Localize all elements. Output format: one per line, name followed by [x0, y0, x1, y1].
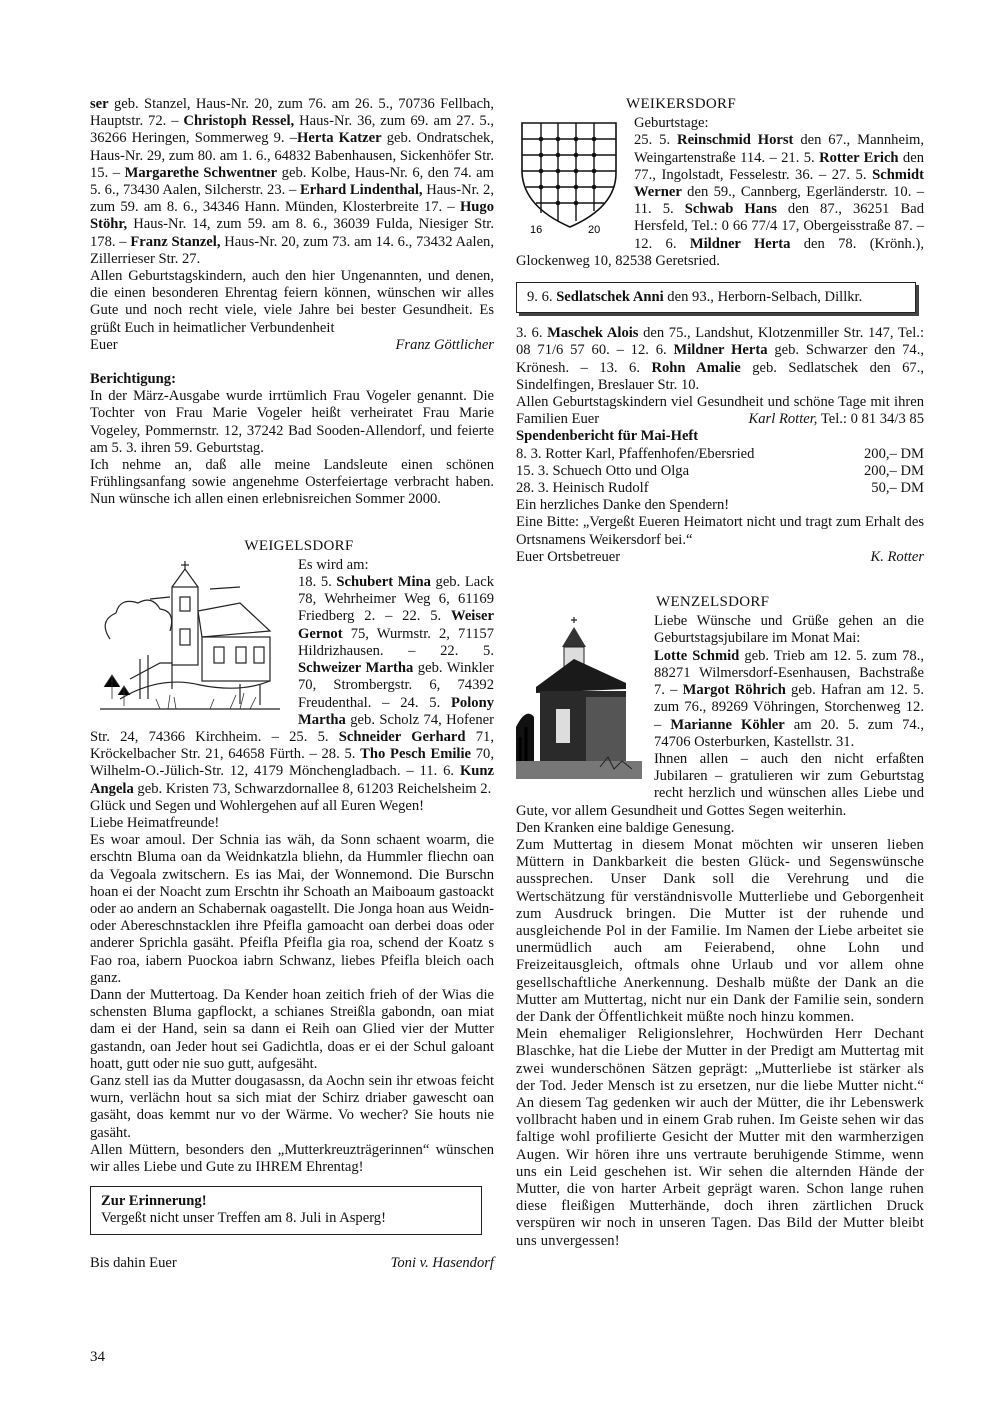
text-segment: den 67., Mannheim, Weingartenstraße 114. – 21. 5.	[634, 132, 924, 166]
person-name: Margot Röhrich	[682, 682, 786, 699]
right-column	[516, 96, 924, 1250]
person-name: Schneider Gerhard	[338, 728, 466, 745]
person-name: Schubert Mina	[336, 574, 431, 591]
glueck-line: Glück und Segen und Wohlergehen auf all Euren Wegen!	[90, 797, 425, 814]
kranken-line: Den Kranken eine baldige Genesung.	[516, 819, 735, 836]
person-name: Marianne Köhler	[670, 716, 785, 733]
person-name: Maschek Alois	[547, 325, 639, 342]
person-name: Mildner Herta	[673, 342, 768, 359]
person-name: Erhard Lindenthal,	[300, 182, 423, 199]
page-number: 34	[90, 1349, 105, 1365]
shield-year-right: 20	[588, 224, 601, 237]
wenzelsdorf-intro: Liebe Wünsche und Grüße gehen an die Geburtstagsjubilare im Monat Mai:	[654, 613, 924, 647]
weik-sig-tel: Tel.: 0 81 34/3 85	[817, 411, 924, 428]
donation-label: 8. 3. Rotter Karl, Pfaffenhofen/Ebersried	[516, 445, 755, 462]
spenden-list	[516, 446, 924, 498]
person-name: Lotte Schmid	[654, 647, 740, 664]
signature-rotter	[516, 549, 924, 566]
signature-goettlicher	[90, 337, 494, 354]
church-illustration	[90, 559, 288, 722]
person-name: Schwab Hans	[684, 201, 777, 218]
ortsbetreuer-label: Euer Ortsbetreuer	[516, 548, 621, 565]
text-segment: den 87., 36251 Bad Hersfeld, Tel.: 0 66 77/4 17, Obergeisstraße 87. – 12. 6.	[634, 201, 924, 252]
left-column	[90, 96, 494, 1272]
reminder-text: Vergeßt nicht unser Treffen am 8. Juli in Asperg!	[101, 1210, 386, 1227]
weik-wish-text: Allen Geburtstagskindern viel Gesundheit und schöne Tage mit ihren Familien Euer	[516, 394, 924, 428]
muetter-wishes: Allen Müttern, besonders den „Mutterkreuzträgerinnen“ wünschen wir alles Liebe und Gute zu IHREM Ehrentag!	[90, 1141, 494, 1175]
ortsbetreuer-name: K. Rotter	[870, 548, 924, 565]
person-name: Herta Katzer	[297, 130, 382, 147]
chapel-photo	[516, 617, 642, 784]
person-name: Hugo Stöhr,	[90, 199, 494, 233]
signature-greeting-2: Bis dahin Euer	[90, 1254, 177, 1271]
person-name: Rotter Erich	[819, 149, 899, 166]
person-name: Tho Pesch Emilie	[360, 746, 471, 763]
birthday-wishes-paragraph: Allen Geburtstagskindern, auch den hier Ungenannten, und denen, die einen besonderen Ehrentag feiern können, wünschen wir alles Gute und noch recht viele, viele Jahre bei bester Gesundheit. Es grüßt Euch in heimatlicher Verbundenheit	[90, 268, 494, 336]
text-segment: den 78. (Krönh.), Glockenweg 10, 82538 Geretsried.	[516, 235, 924, 269]
danke-line: Ein herzliches Danke den Spendern!	[516, 497, 730, 514]
person-name: Mildner Herta	[689, 235, 791, 252]
highlight-birthday-box	[516, 282, 916, 313]
wenzelsdorf-heading: WENZELSDORF	[656, 594, 770, 611]
chapel-photo-image	[516, 617, 642, 779]
reminder-box	[90, 1186, 482, 1234]
donation-amount: 50,– DM	[871, 480, 924, 497]
text-segment: den 75., Landshut, Klotzenmiller Str. 147, Tel.: 08 71/6 57 60. – 12. 6.	[516, 325, 925, 359]
weikersdorf-birthday-list-2	[516, 325, 924, 394]
person-name: ser	[90, 96, 109, 112]
text-segment: Haus-Nr. 14, zum 59. am 8. 6., 36039 Fulda, Niesiger Str. 178. –	[90, 216, 494, 250]
weikersdorf-wishes	[516, 394, 924, 428]
person-name: Schmidt Werner	[634, 166, 924, 201]
text-segment: Haus-Nr. 20, zum 73. am 14. 6., 73432 Aalen, Zillerrieser Str. 27.	[90, 233, 494, 267]
text-segment: geb. Stanzel, Haus-Nr. 20, zum 76. am 26. 5., 70736 Fellbach, Hauptstr. 72. –	[90, 96, 494, 130]
text-segment: Haus-Nr. 36, zum 69. am 27. 5., 36266 Heringen, Sommerweg 9. –	[90, 113, 494, 147]
coat-of-arms	[516, 115, 624, 242]
dialect-paragraph-1: Es woar amoul. Der Schnia ias wäh, da Sonn schaent woarm, die erschtn Bluma oan da Weidnkatzla bliehn, da Hummler fliechn oan da Vegoala zwitschern. Es ias Mai, der Wonnemond. Die Burschn hoan ei der Noacht zum Erschtn ihr Schoath an Maiboaum gastoackt oder ao andern an Schabernak oagastellt. Die Jonga hoan aus Weidn- oder Abereschnstacklen ihre Pfeifla gamoacht oan derbei doas oder anderer Sprichla gasäht. Pfeifla Pfeifla gia roa, schend der Koatz s Fao roa, iabern Puockoa iabrn Schwanz, liebes Pfeifla bleich oach ganz.	[90, 832, 494, 986]
muttertag-paragraph: Zum Muttertag in diesem Monat möchten wir unseren lieben Müttern in Dankbarkeit die besten Glück- und Segenswünsche aussprechen. Unser Dank soll die Verehrung und die Wertschätzung für verständnisvolle Mutterliebe und Geborgenheit zum Ausdruck bringen. Die Mutter ist der ruhende und ausgleichende Pol in der Familie. Im Namen der Liebe arbeitet sie unermüdlich auch am Feierabend, ohne Lohn und Freizeitausgleich, oftmals ohne Urlaub und vor allem ohne gesellschaftliche Anerkennung. Deshalb müßte der Dank an die Mutter am Muttertag, nicht nur ein Dank der Familie sein, sondern der Dank der Öffentlichkeit müßte noch hinzu kommen.	[516, 836, 924, 1025]
church-drawing	[90, 559, 288, 717]
donation-label: 28. 3. Heinisch Rudolf	[516, 480, 649, 497]
person-name: Rohn Amalie	[651, 359, 741, 376]
text-segment: Haus-Nr. 2, zum 59. am 8. 6., 34346 Hann. Münden, Klosterbreite 17. –	[90, 182, 494, 216]
highlight-name: Sedlatschek Anni	[556, 289, 664, 306]
person-name: Polony Martha	[298, 694, 494, 728]
weigelsdorf-heading: WEIGELSDORF	[244, 537, 354, 554]
highlight-details: den 93., Herborn-Selbach, Dillkr.	[663, 289, 863, 306]
weik-sig-name: Karl Rotter,	[748, 411, 818, 428]
signature-name: Franz Göttlicher	[395, 336, 494, 353]
person-name: Schweizer Martha	[298, 660, 414, 677]
weikersdorf-heading: WEIKERSDORF	[626, 96, 736, 112]
ihnen-allen-paragraph: Ihnen allen – auch den nicht erfaßten Jubilaren – gratulieren wir zum Geburtstag recht herzlich und wünschen alles Liebe und Gute, vor allem Gesundheit und Gottes Segen weiterhin.	[516, 750, 924, 819]
text-segment: geb. Scholz 74, Hofener Str. 24, 74366 Kirchheim. – 25. 5.	[90, 711, 494, 745]
text-segment: am 20. 5. zum 74., 74706 Osterburken, Kastellstr. 31.	[654, 716, 924, 750]
person-name: Reinschmid Horst	[677, 132, 794, 149]
text-segment: 18. 5.	[298, 574, 337, 591]
highlight-date: 9. 6.	[527, 289, 557, 306]
shield-year-left: 16	[530, 224, 543, 237]
dialect-paragraph-3: Ganz stell ias da Mutter dougasassn, da Aochn sein ihr etwoas feicht wurn, verlächn hout sa sich miat der Schirz driaber gawescht oan gasäht, doas kemmt nur vo der Wärme. Vo wecher? Sie houts nie gasäht.	[90, 1072, 494, 1141]
reminder-title: Zur Erinnerung!	[101, 1193, 207, 1210]
text-segment: 75, Wurmstr. 2, 71157 Hildrizhausen. – 22. 5.	[298, 625, 494, 659]
text-segment: geb. Hafran am 12. 5. zum 76., 89269 Vöhringen, Storchenweg 12. –	[654, 682, 924, 733]
donation-label: 15. 3. Schuech Otto und Olga	[516, 462, 690, 479]
text-segment: 25. 5.	[634, 132, 678, 149]
geburtstage-label: Geburtstage:	[634, 115, 709, 132]
shield-icon	[516, 115, 624, 237]
dialect-paragraph-2: Dann der Muttertoag. Da Kender hoan zeitich frieh of der Wias die schensten Bluma gapflockt, a schianes Streißla gabondn, oan miat dam ei der Hand, sein sa dann ei Reih oan Glied vier der Mutter gastandn, oan Jeder hout sei Gadichtla, doas er ei der Schul galoant hoatt, gutt oder nie suo gutt, aufgesäht.	[90, 986, 494, 1072]
donation-amount: 200,– DM	[864, 445, 924, 462]
signature-hasendorf	[90, 1255, 494, 1272]
text-segment: 71, Kröckelbacher Str. 21, 64658 Fürth. – 28. 5.	[90, 728, 494, 763]
person-name: Franz Stanzel,	[130, 233, 221, 250]
donation-amount: 200,– DM	[864, 462, 924, 479]
person-name: Kunz Angela	[90, 763, 494, 797]
birthday-list-continued	[90, 96, 494, 268]
berichtigung-text: In der März-Ausgabe wurde irrtümlich Frau Vogeler genannt. Die Tochter von Frau Marie Vogeler heißt verheiratet Frau Marie Vogeley, Pommernstr. 12, 37242 Bad Sooden-Allendorf, und feierte am 5. 3. ihren 59. Geburtstag.	[90, 388, 494, 456]
text-segment: den 77., Ingolstadt, Fesselestr. 36. – 27. 5.	[634, 149, 924, 183]
text-segment: geb. Kolbe, Haus-Nr. 6, den 74. am 5. 6., 73430 Aalen, Silcherstr. 23. –	[90, 164, 494, 199]
person-name: Weiser Gernot	[298, 608, 494, 642]
text-segment: 3. 6.	[516, 325, 548, 342]
weigelsdorf-intro: Es wird am:	[298, 556, 369, 573]
spenden-heading: Spendenbericht für Mai-Heft	[516, 428, 699, 445]
liebe-heimatfreunde: Liebe Heimatfreunde!	[90, 814, 220, 831]
text-segment: geb. Lack 78, Wehrheimer Weg 6, 61169 Friedberg 2. – 22. 5.	[298, 574, 495, 625]
text-segment: geb. Ondratschek, Haus-Nr. 29, zum 80. am 1. 6., 64832 Babenhausen, Sickenhöfer Str. 15. –	[90, 130, 495, 181]
signature-greeting: Euer	[90, 336, 118, 353]
person-name: Margarethe Schwentner	[124, 164, 278, 181]
text-segment: geb. Kristen 73, Schwarzdornallee 8, 61203 Reichelsheim 2.	[133, 780, 492, 797]
fruehling-paragraph: Ich nehme an, daß alle meine Landsleute einen schönen Frühlingsanfang sowie angenehme Osterfeiertage verbracht haben. Nun wünsche ich allen einen erlebnisreichen Sommer 2000.	[90, 457, 494, 508]
text-segment: den 59., Cannberg, Egerländerstr. 10. – 11. 5.	[634, 184, 924, 218]
religionslehrer-paragraph: Mein ehemaliger Religionslehrer, Hochwürden Herr Dechant Blaschke, hat die Liebe der Mutter in der Predigt am Muttertag mit zwei wunderschönen Sätzen geprägt: „Mutterliebe ist stärker als der Tod. Jeder Mensch ist zu ersetzen, nur die liebe Mutter nicht.“ An diesem Tag gedenken wir auch der Mütter, die ihr Lebenswerk vollbracht haben und in einem Grab ruhen. Im Geiste sehen wir das faltige wohl profilierte Gesicht der Mutter mit den warmherzigen Augen. Wir hören ihre uns vertraute beruhigende Stimme, wenn uns ein Leid geschehen ist. Wir sehen die alternden Hände der Mutter, die von harter Arbeit geprägt waren. Schon lange ruhen diese fleißigen Mutterhände, doch ihren zärtlichen Druck verspüren wir noch in unseren Tagen. Das Bild der Mutter bleibt uns unvergessen!	[516, 1026, 924, 1249]
text-segment: geb. Trieb am 12. 5. zum 78., 88271 Wilmersdorf-Esenhausen, Bachstraße 7. –	[654, 647, 924, 699]
text-segment: geb. Winkler 70, Strombergstr. 6, 74392 Freudenthal. – 24. 5.	[298, 660, 495, 711]
bitte-paragraph: Eine Bitte: „Vergeßt Eueren Heimatort nicht und tragt zum Erhalt des Ortsnamens Weikersdorf bei.“	[516, 514, 924, 548]
text-segment: geb. Sedlatschek den 67., Sindelfingen, Breslauer Str. 10.	[516, 359, 924, 393]
signature-name-2: Toni v. Hasendorf	[390, 1254, 494, 1271]
berichtigung-heading: Berichtigung:	[90, 371, 176, 388]
text-segment: geb. Schwarzer den 74., Krönesh. – 13. 6.	[516, 342, 925, 376]
text-segment: 70, Wilhelm-O.-Jülich-Str. 12, 4179 Mönchengladbach. – 11. 6.	[90, 746, 494, 780]
person-name: Christoph Ressel,	[183, 113, 295, 130]
